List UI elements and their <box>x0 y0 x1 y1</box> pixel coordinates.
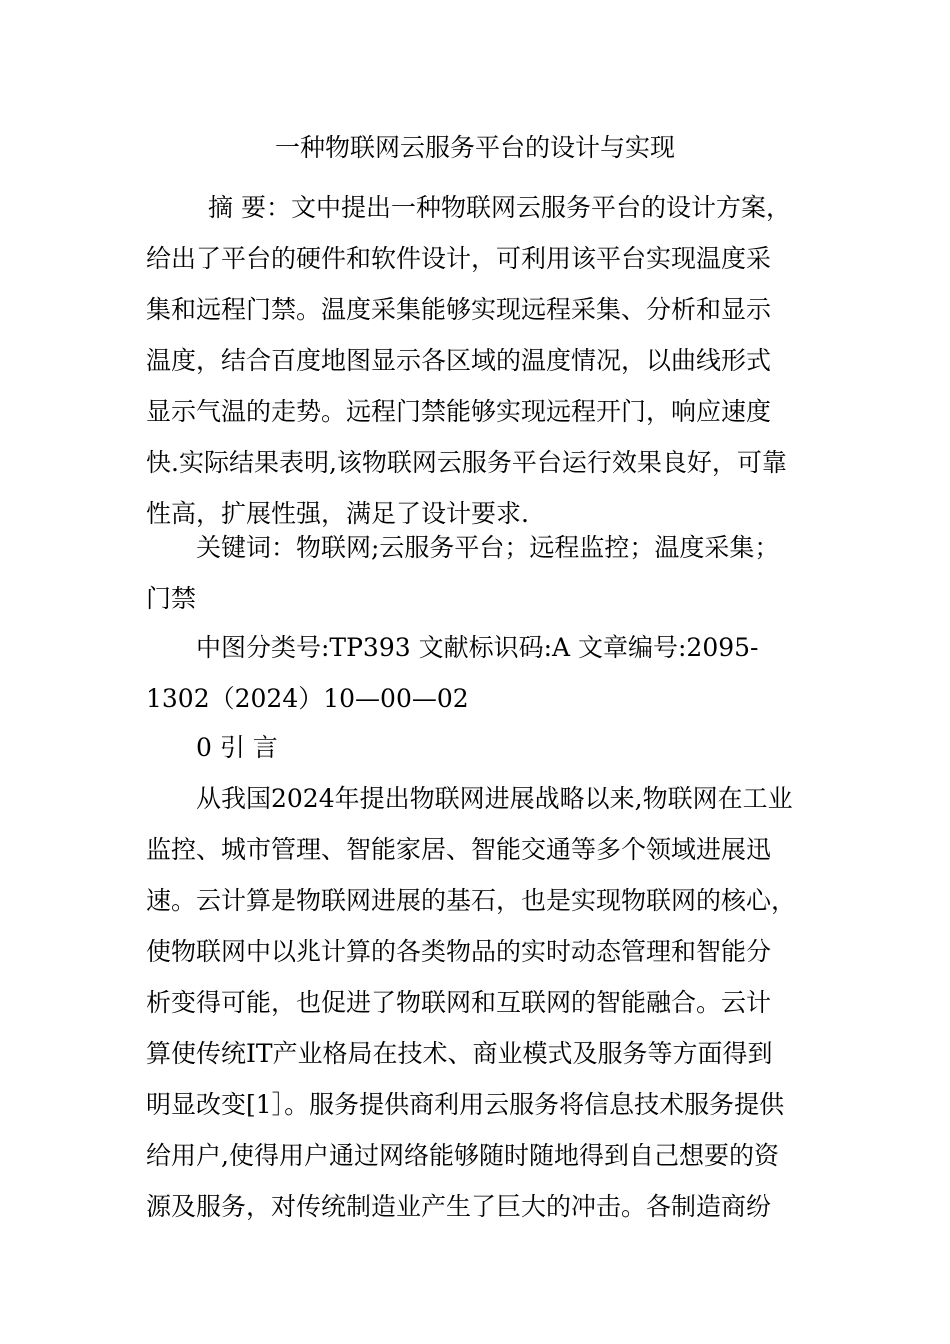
abstract-paragraph <box>146 182 816 539</box>
keywords-line: 门禁 <box>146 584 197 613</box>
intro-line: 使物联网中以兆计算的各类物品的实时动态管理和智能分 <box>146 937 772 966</box>
abstract-line: 性高，扩展性强，满足了设计要求. <box>146 499 529 528</box>
abstract-line: 集和远程门禁。温度采集能够实现远程采集、分析和显示 <box>146 295 772 324</box>
intro-line: 析变得可能，也促进了物联网和互联网的智能融合。云计 <box>146 988 772 1017</box>
document-title: 一种物联网云服务平台的设计与实现 <box>274 133 675 162</box>
intro-line: 算使传统IT产业格局在技术、商业模式及服务等方面得到 <box>146 1039 773 1068</box>
section-heading-block <box>146 722 816 773</box>
intro-line: 给用户,使得用户通过网络能够随时随地得到自己想要的资 <box>146 1141 779 1170</box>
classification-paragraph <box>146 622 816 724</box>
abstract-line: 摘 要：文中提出一种物联网云服务平台的设计方案， <box>208 193 791 222</box>
keywords-paragraph <box>146 522 816 624</box>
abstract-line: 温度，结合百度地图显示各区域的温度情况，以曲线形式 <box>146 346 772 375</box>
intro-line: 从我国2024年提出物联网进展战略以来,物联网在工业 <box>196 784 793 813</box>
classification-line: 中图分类号:TP393 文献标识码:A 文章编号:2095- <box>196 633 759 662</box>
abstract-line: 快.实际结果表明,该物联网云服务平台运行效果良好，可靠 <box>146 448 787 477</box>
abstract-line: 给出了平台的硬件和软件设计，可利用该平台实现温度采 <box>146 244 772 273</box>
keywords-line: 关键词：物联网;云服务平台；远程监控；温度采集； <box>196 533 780 562</box>
intro-paragraph <box>146 773 816 1232</box>
intro-line: 监控、城市管理、智能家居、智能交通等多个领域进展迅 <box>146 835 772 864</box>
intro-line: 速。云计算是物联网进展的基石，也是实现物联网的核心， <box>146 886 797 915</box>
abstract-line: 显示气温的走势。远程门禁能够实现远程开门，响应速度 <box>146 397 772 426</box>
intro-line: 源及服务，对传统制造业产生了巨大的冲击。各制造商纷 <box>146 1192 772 1221</box>
section-heading: 0 引 言 <box>196 733 278 762</box>
intro-line: 明显改变[1］。服务提供商利用云服务将信息技术服务提供 <box>146 1090 785 1119</box>
classification-line: 1302（2024）10—00—02 <box>146 684 469 713</box>
